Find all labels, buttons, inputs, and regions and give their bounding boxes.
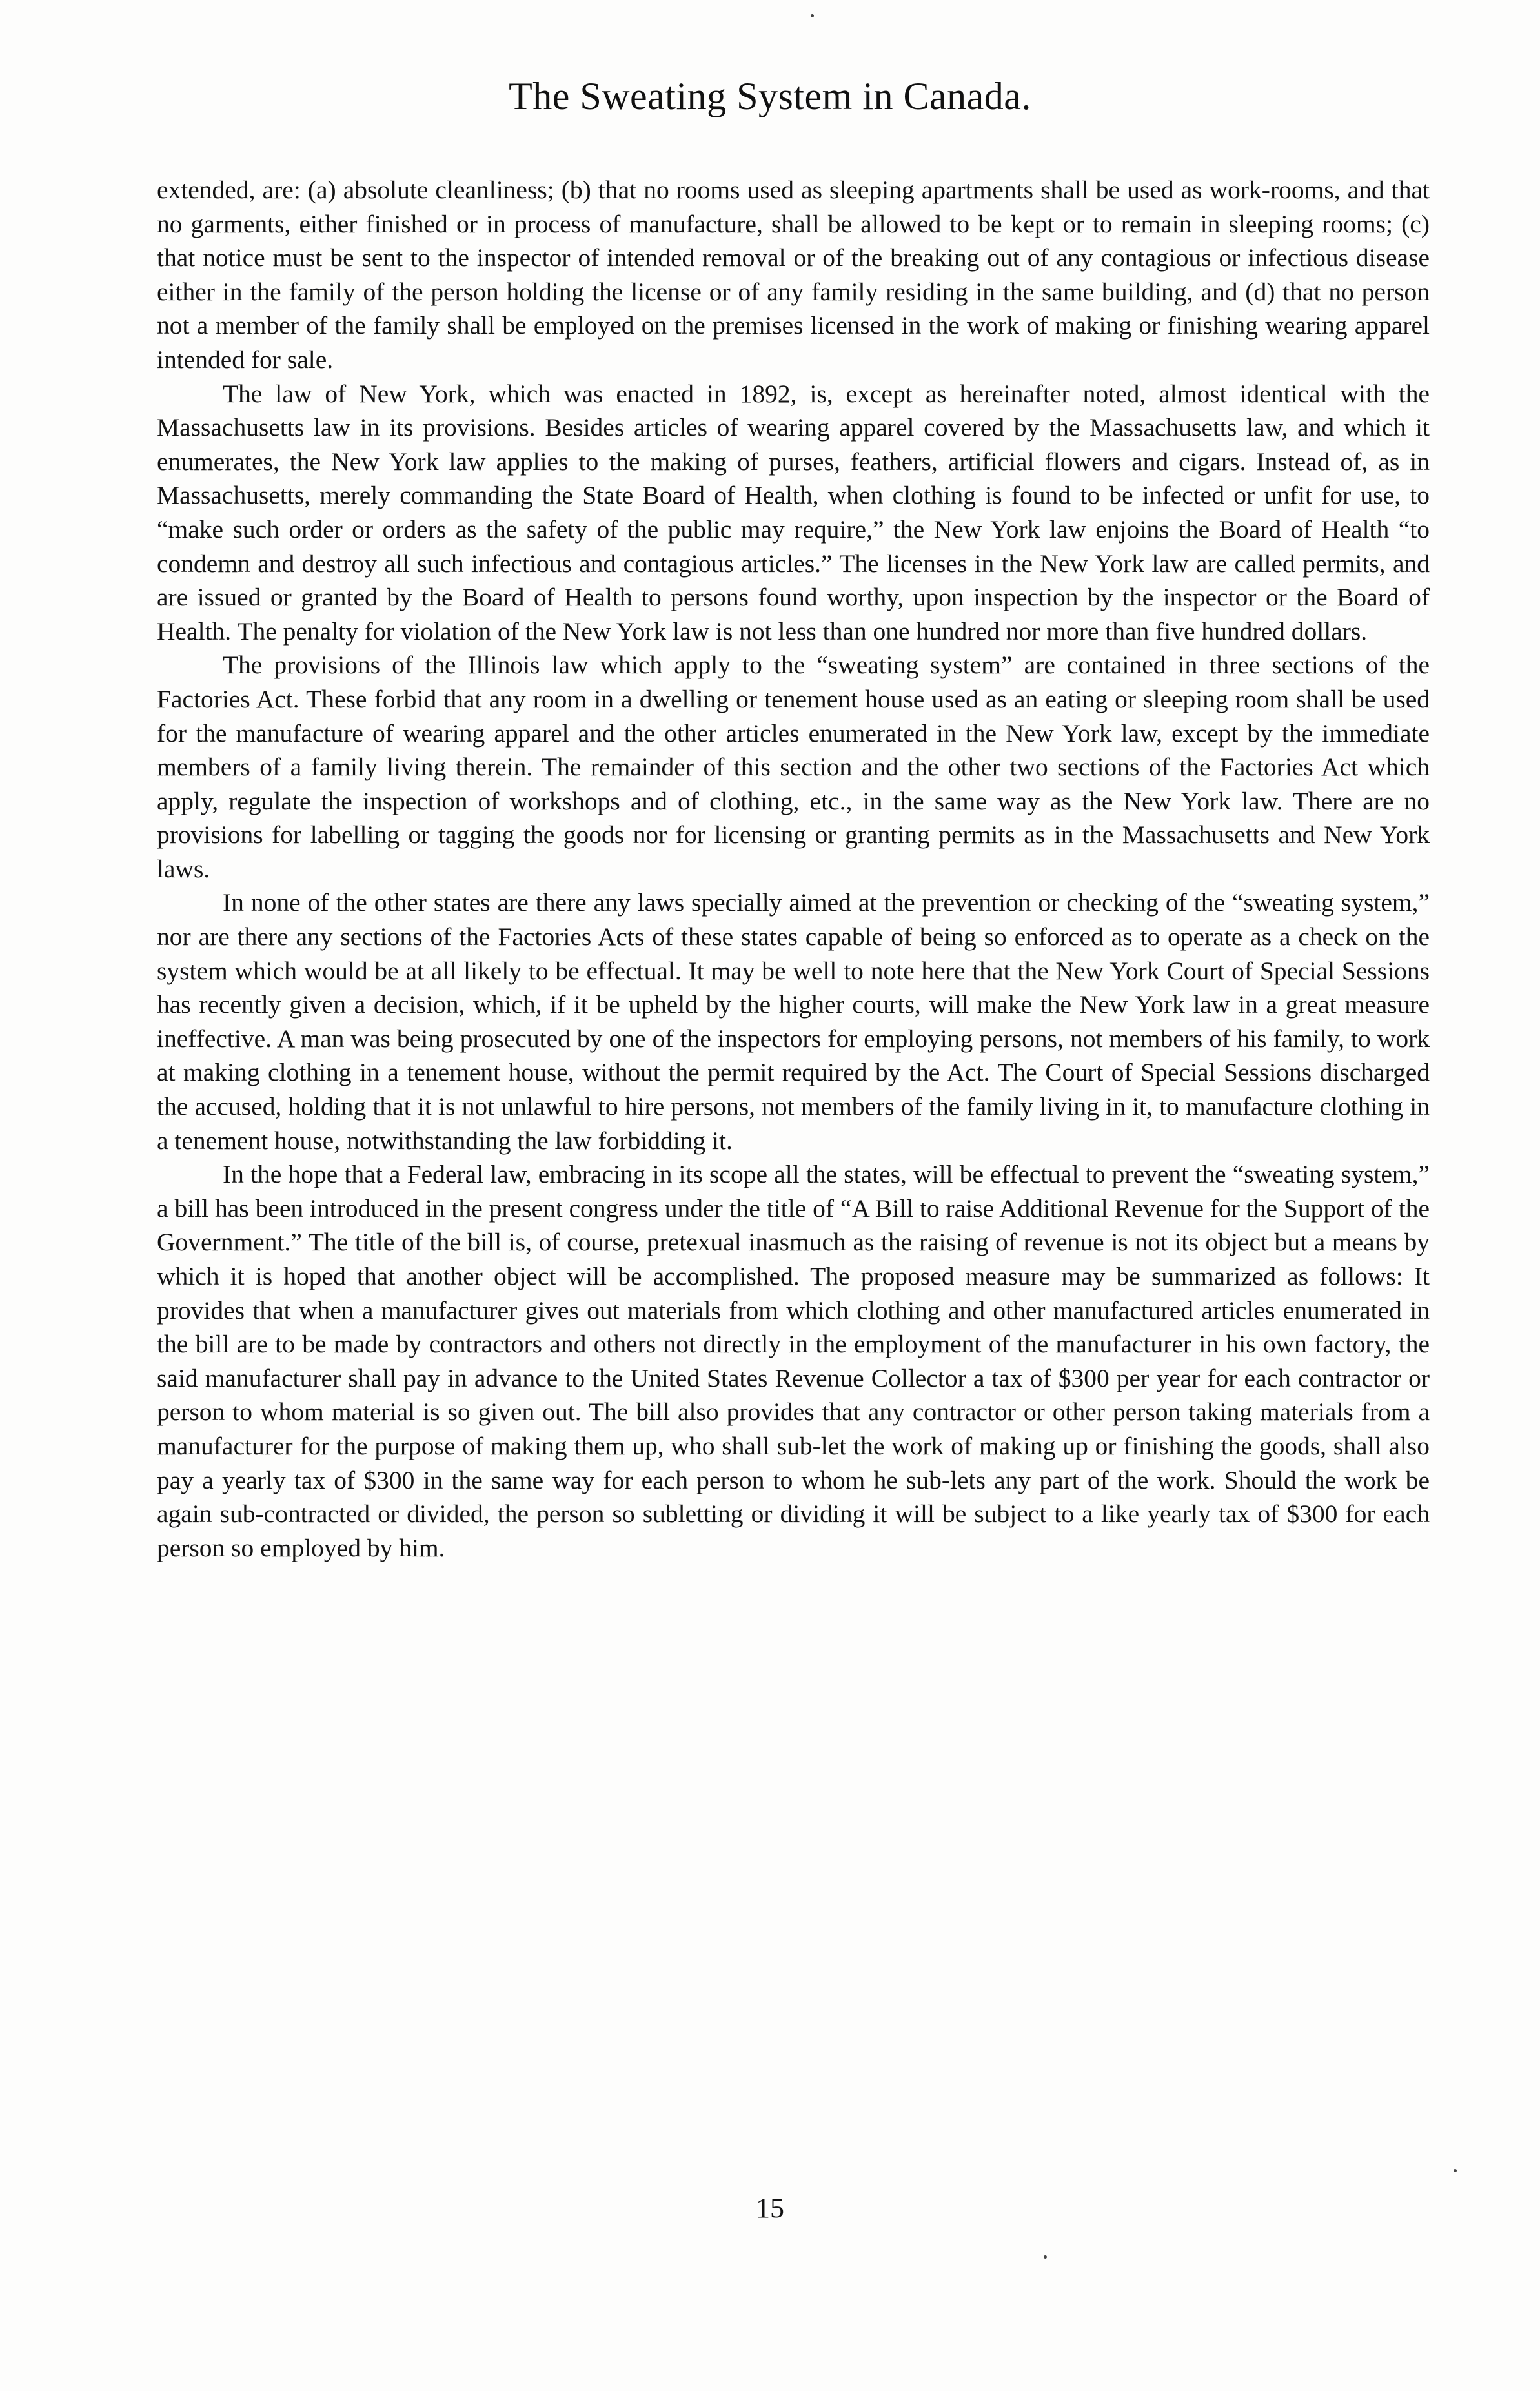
print-speck: [811, 14, 814, 17]
print-speck: [1454, 2169, 1457, 2172]
paragraph-illinois-law: The provisions of the Illinois law which apply to the “sweating system” are contained in three sections of the Factories Act. These forbid that any room in a dwelling or tenement house used as an eating or sleeping room shall be used for the manufacture of wearing apparel and the other articles enumerated in the New York law, except by the immediate members of a family living therein. The remainder of this section and the other two sections of the Factories Act which apply, regulate the inspection of workshops and of clothing, etc., in the same way as the New York law. There are no provisions for labelling or tagging the goods nor for licensing or granting permits as in the Massachusetts and New York laws.: [157, 651, 1430, 883]
paragraph-other-states: In none of the other states are there any laws specially aimed at the prevention or checking of the “sweating system,” nor are there any sections of the Factories Acts of these states capable of being so enforced as to operate as a check on the system which would be at all likely to be effectual. It may be well to note here that the New York Court of Special Sessions has recently given a decision, which, if it be upheld by the higher courts, will make the New York law in a great measure ineffective. A man was being prosecuted by one of the inspectors for employing persons, not members of his family, to work at making clothing in a tenement house, without the permit required by the Act. The Court of Special Sessions discharged the accused, holding that it is not unlawful to hire persons, not members of the family living in it, to manufacture clothing in a tenement house, notwithstanding the law forbidding it.: [157, 888, 1430, 1155]
print-speck: [1044, 2255, 1047, 2259]
running-title: The Sweating System in Canada.: [509, 75, 1031, 117]
page-number: 15: [756, 2192, 784, 2224]
paragraph-continued: extended, are: (a) absolute cleanliness; (b) that no rooms used as sleeping apartments shall be used as work-rooms, and that no garments, either finished or in process of manufacture, shall be allowed to be kept or to remain in sleeping rooms; (c) that notice must be sent to the inspector of intended removal or of the breaking out of any contagious or infectious disease either in the family of the person holding the license or of any family residing in the same building, and (d) that no person not a member of the family shall be employed on the premises licensed in the work of making or finishing wearing apparel intended for sale.: [157, 176, 1430, 374]
paragraph-new-york-law: The law of New York, which was enacted in 1892, is, except as hereinafter noted, almost identical with the Massachusetts law in its provisions. Besides articles of wearing apparel covered by the Massachusetts law, and which it enumerates, the New York law applies to the making of purses, feathers, artificial flowers and cigars. Instead of, as in Massachusetts, merely commanding the State Board of Health, when clothing is found to be infected or unfit for use, to “make such order or orders as the safety of the public may require,” the New York law enjoins the Board of Health “to condemn and destroy all such infectious and contagious articles.” The licenses in the New York law are called permits, and are issued or granted by the Board of Health to persons found worthy, upon inspection by the inspector or the Board of Health. The penalty for violation of the New York law is not less than one hundred nor more than five hundred dollars.: [157, 379, 1430, 646]
body-text: [157, 173, 1430, 1565]
paragraph-federal-bill: In the hope that a Federal law, embracing in its scope all the states, will be effectual to prevent the “sweating system,” a bill has been introduced in the present congress under the title of “A Bill to raise Additional Revenue for the Support of the Government.” The title of the bill is, of course, pretexual inasmuch as the raising of revenue is not its object but a means by which it is hoped that another object will be accomplished. The proposed measure may be summarized as follows: It provides that when a manufacturer gives out materials from which clothing and other manufactured articles enumerated in the bill are to be made by contractors and others not directly in the employment of the manufacturer in his own factory, the said manufacturer shall pay in advance to the United States Revenue Collector a tax of $300 per year for each contractor or person to whom material is so given out. The bill also provides that any contractor or other person taking materials from a manufacturer for the purpose of making them up, who shall sub-let the work of making up or finishing the goods, shall also pay a yearly tax of $300 in the same way for each person to whom he sub-lets any part of the work. Should the work be again sub-contracted or divided, the person so subletting or dividing it will be subject to a like yearly tax of $300 for each person so employed by him.: [157, 1160, 1430, 1562]
